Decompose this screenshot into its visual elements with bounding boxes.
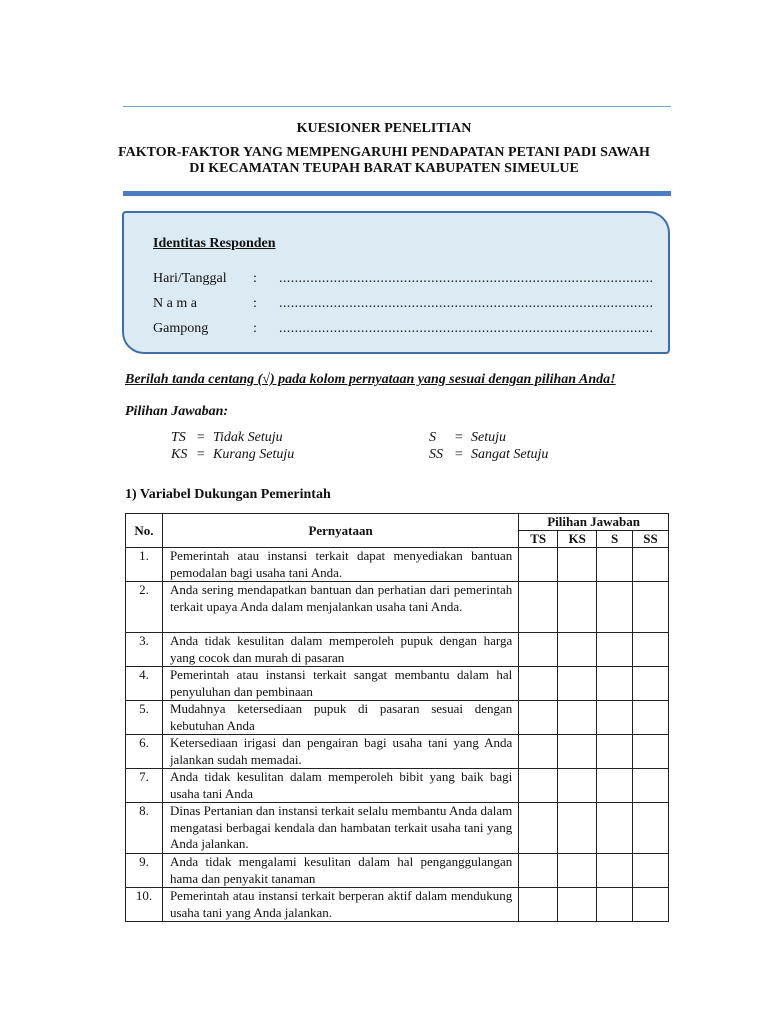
answer-cell-s[interactable] [597, 667, 633, 701]
row-number: 8. [126, 803, 163, 854]
row-statement: Mudahnya ketersediaan pupuk di pasaran sesuai dengan kebutuhan Anda [162, 701, 518, 735]
answer-cell-ts[interactable] [519, 633, 558, 667]
answer-cell-ss[interactable] [633, 769, 669, 803]
row-number: 7. [126, 769, 163, 803]
identity-label: Gampong [153, 321, 209, 336]
legend-meaning: Tidak Setuju [213, 430, 283, 445]
table-row [126, 769, 669, 803]
legend-equals: = [454, 430, 464, 445]
top-divider [123, 106, 671, 107]
table-row [126, 667, 669, 701]
identity-box [122, 211, 670, 354]
answer-cell-ks[interactable] [558, 548, 597, 582]
answer-cell-ss[interactable] [633, 854, 669, 888]
answer-cell-s[interactable] [597, 803, 633, 854]
row-statement: Ketersediaan irigasi dan pengairan bagi usaha tani yang Anda jalankan sudah memadai. [162, 735, 518, 769]
legend-meaning: Sangat Setuju [471, 447, 549, 462]
row-number: 2. [126, 582, 163, 633]
table-row [126, 888, 669, 922]
row-number: 3. [126, 633, 163, 667]
answer-cell-ss[interactable] [633, 701, 669, 735]
identity-label: Hari/Tanggal [153, 271, 227, 286]
instruction-text: Berilah tanda centang (√) pada kolom pernyataan yang sesuai dengan pilihan Anda! [125, 372, 616, 387]
questionnaire-table [125, 513, 669, 922]
subtitle-line-2: DI KECAMATAN TEUPAH BARAT KABUPATEN SIMEULUE [189, 161, 579, 176]
identity-fill-line[interactable]: ................................................................................................ [279, 296, 654, 311]
table-row [126, 548, 669, 582]
answer-cell-ss[interactable] [633, 548, 669, 582]
table-row [126, 582, 669, 633]
answer-cell-ts[interactable] [519, 548, 558, 582]
row-statement: Pemerintah atau instansi terkait berperan aktif dalam mendukung usaha tani yang Anda jalankan. [162, 888, 518, 922]
legend-meaning: Kurang Setuju [213, 447, 295, 462]
header-s: S [597, 531, 633, 548]
table-row [126, 735, 669, 769]
answer-cell-ks[interactable] [558, 667, 597, 701]
row-number: 4. [126, 667, 163, 701]
table-row [126, 701, 669, 735]
answer-cell-s[interactable] [597, 769, 633, 803]
answer-cell-ks[interactable] [558, 803, 597, 854]
answer-cell-ts[interactable] [519, 701, 558, 735]
subtitle-line-1: FAKTOR-FAKTOR YANG MEMPENGARUHI PENDAPATAN PETANI PADI SAWAH [118, 145, 650, 160]
answer-cell-ts[interactable] [519, 735, 558, 769]
table-row [126, 633, 669, 667]
section-title: 1) Variabel Dukungan Pemerintah [125, 487, 331, 502]
answer-cell-ks[interactable] [558, 633, 597, 667]
answer-cell-ks[interactable] [558, 582, 597, 633]
header-ts: TS [519, 531, 558, 548]
row-number: 5. [126, 701, 163, 735]
row-statement: Anda sering mendapatkan bantuan dan perhatian dari pemerintah terkait upaya Anda dalam menjalankan usaha tani Anda. [162, 582, 518, 633]
answer-cell-ss[interactable] [633, 735, 669, 769]
row-statement: Dinas Pertanian dan instansi terkait selalu membantu Anda dalam mengatasi berbagai kendala dan hambatan terkait usaha tani yang Anda jalankan. [162, 803, 518, 854]
row-number: 6. [126, 735, 163, 769]
answer-cell-ss[interactable] [633, 667, 669, 701]
identity-colon: : [253, 321, 257, 336]
header-ss: SS [633, 531, 669, 548]
answer-cell-s[interactable] [597, 582, 633, 633]
row-number: 1. [126, 548, 163, 582]
row-statement: Anda tidak mengalami kesulitan dalam hal penganggulangan hama dan penyakit tanaman [162, 854, 518, 888]
answer-cell-s[interactable] [597, 548, 633, 582]
row-statement: Pemerintah atau instansi terkait sangat membantu dalam hal penyuluhan dan pembinaan [162, 667, 518, 701]
answer-cell-ts[interactable] [519, 582, 558, 633]
row-statement: Anda tidak kesulitan dalam memperoleh bibit yang baik bagi usaha tani Anda [162, 769, 518, 803]
row-number: 9. [126, 854, 163, 888]
answer-cell-s[interactable] [597, 888, 633, 922]
answer-cell-ss[interactable] [633, 803, 669, 854]
page-subtitle [0, 145, 768, 177]
answer-cell-ts[interactable] [519, 769, 558, 803]
legend-equals: = [196, 447, 206, 462]
header-statement: Pernyataan [162, 514, 518, 548]
header-choices: Pilihan Jawaban [519, 514, 669, 531]
legend-code: SS [429, 447, 443, 462]
header-divider [123, 191, 671, 196]
legend-meaning: Setuju [471, 430, 506, 445]
answer-cell-ss[interactable] [633, 633, 669, 667]
answer-cell-ks[interactable] [558, 769, 597, 803]
identity-fill-line[interactable]: ................................................................................................ [279, 271, 654, 286]
identity-fill-line[interactable]: ................................................................................................ [279, 321, 654, 336]
legend-equals: = [196, 430, 206, 445]
identity-colon: : [253, 296, 257, 311]
identity-colon: : [253, 271, 257, 286]
row-statement: Anda tidak kesulitan dalam memperoleh pupuk dengan harga yang cocok dan murah di pasaran [162, 633, 518, 667]
choices-label: Pilihan Jawaban: [125, 404, 229, 419]
answer-cell-s[interactable] [597, 735, 633, 769]
answer-cell-ks[interactable] [558, 854, 597, 888]
answer-cell-ss[interactable] [633, 582, 669, 633]
header-ks: KS [558, 531, 597, 548]
table-row [126, 803, 669, 854]
answer-cell-ts[interactable] [519, 854, 558, 888]
answer-cell-s[interactable] [597, 633, 633, 667]
legend-code: S [429, 430, 436, 445]
legend-code: TS [171, 430, 186, 445]
answer-cell-ks[interactable] [558, 888, 597, 922]
row-number: 10. [126, 888, 163, 922]
answer-cell-ts[interactable] [519, 803, 558, 854]
identity-label: N a m a [153, 296, 197, 311]
legend-code: KS [171, 447, 188, 462]
answer-cell-ss[interactable] [633, 888, 669, 922]
legend-equals: = [454, 447, 464, 462]
table-row [126, 854, 669, 888]
answer-cell-ts[interactable] [519, 888, 558, 922]
row-statement: Pemerintah atau instansi terkait dapat menyediakan bantuan pemodalan bagi usaha tani Anda. [162, 548, 518, 582]
page-title: KUESIONER PENELITIAN [296, 121, 472, 136]
answer-cell-s[interactable] [597, 701, 633, 735]
answer-cell-ts[interactable] [519, 667, 558, 701]
answer-cell-ks[interactable] [558, 735, 597, 769]
answer-cell-ks[interactable] [558, 701, 597, 735]
answer-cell-s[interactable] [597, 854, 633, 888]
header-no: No. [126, 514, 163, 548]
identity-heading: Identitas Responden [153, 236, 276, 251]
